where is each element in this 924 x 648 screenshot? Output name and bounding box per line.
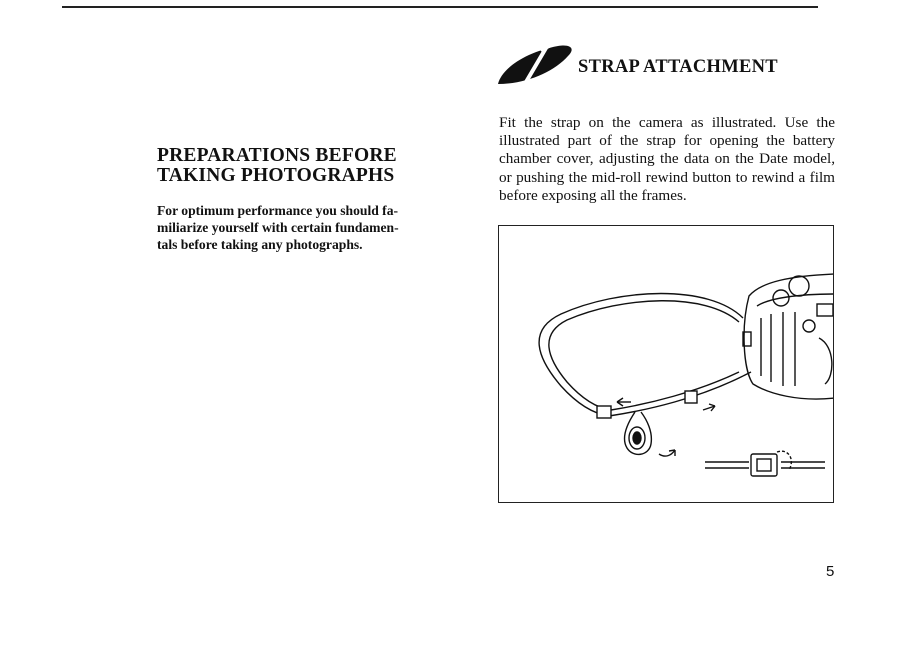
strap-instructions: Fit the strap on the camera as illustrated. Use the illustrated part of the strap for opening the battery chamber cover, adjusting the data on the Date model, or pushing the mid-roll rewind button to rewind a film before exposing all the frames. — [499, 114, 835, 204]
top-rule — [62, 6, 818, 8]
chapter-intro: For optimum performance you should fa- miliarize yourself with certain fundamen- tals before taking any photographs. — [157, 203, 399, 252]
section-title: STRAP ATTACHMENT — [578, 57, 778, 77]
camera-strap-drawing-icon — [499, 226, 834, 503]
chapter-title-line-1: PREPARATIONS BEFORE — [157, 145, 397, 166]
chapter-title — [157, 146, 457, 186]
section-heading — [496, 44, 836, 88]
chapter-title-line-2: TAKING PHOTOGRAPHS — [157, 165, 395, 186]
step-1-badge-icon — [496, 44, 578, 88]
page-number: 5 — [826, 563, 835, 580]
strap-illustration — [498, 225, 834, 503]
